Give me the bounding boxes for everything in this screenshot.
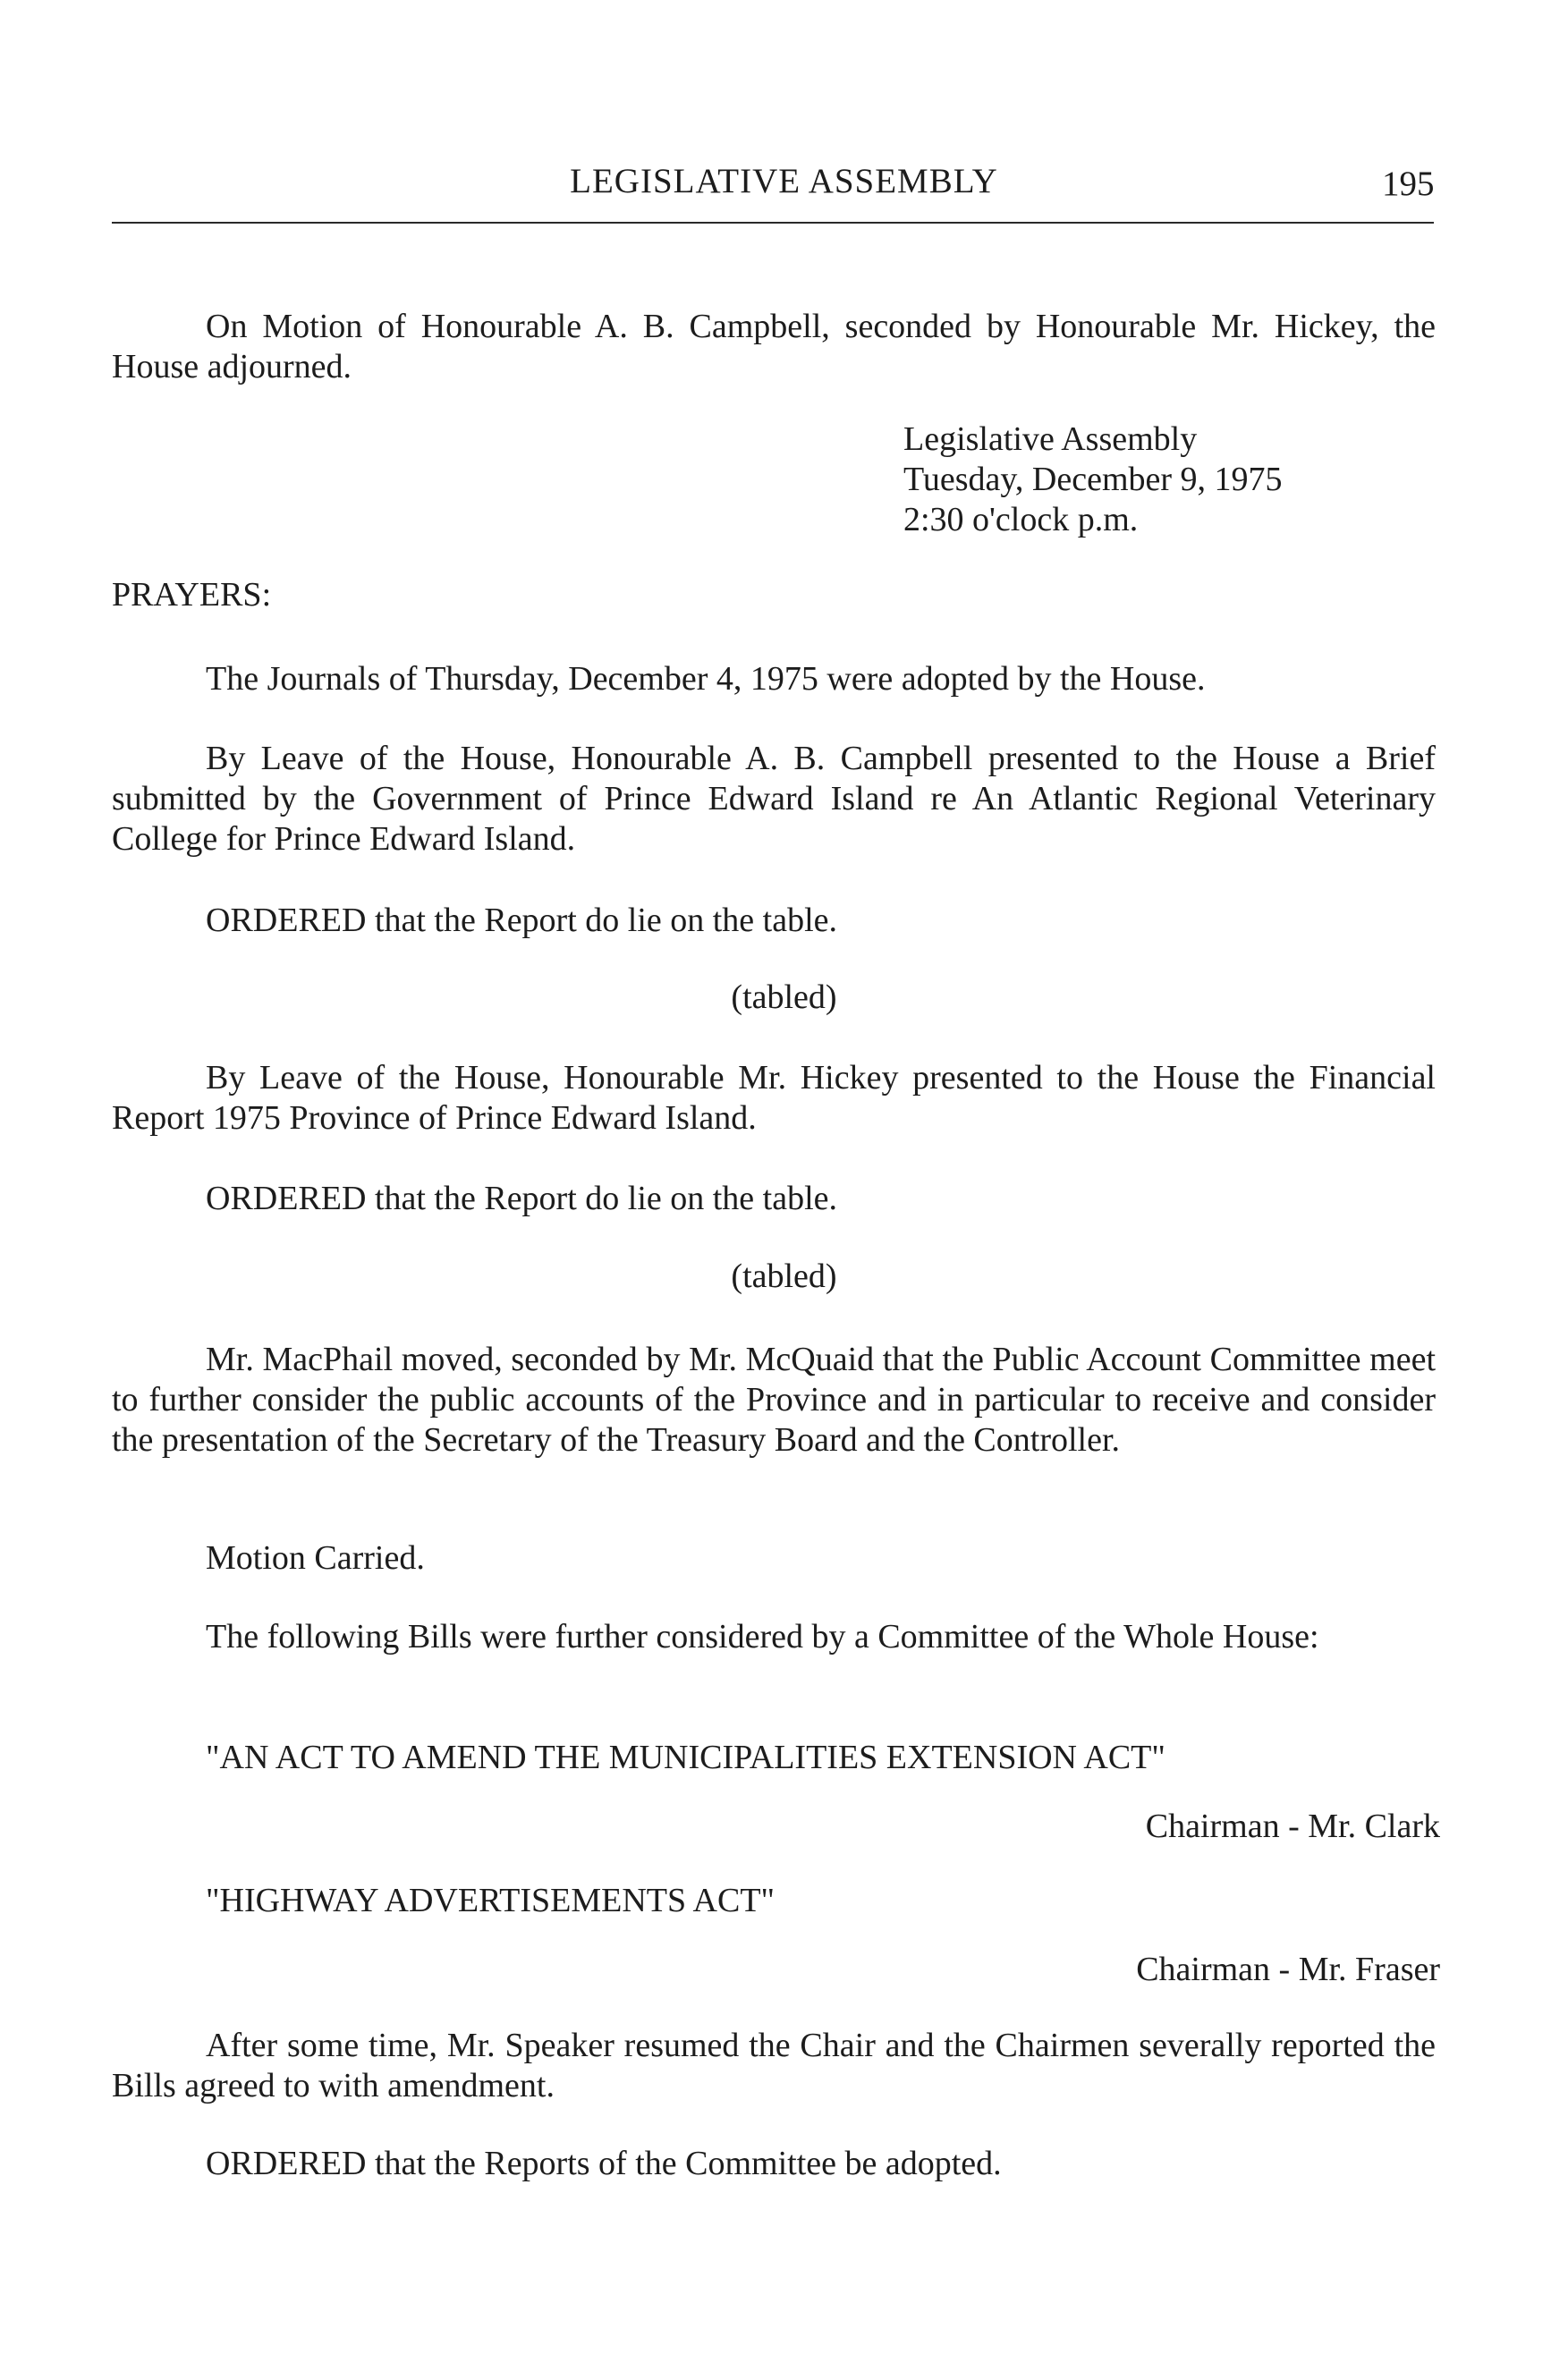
bill-chairman-2: Chairman - Mr. Fraser xyxy=(1136,1951,1440,1988)
adjournment-text: On Motion of Honourable A. B. Campbell, seconded by Honourable Mr. Hickey, the House adjourned. xyxy=(112,308,1436,385)
header-rule xyxy=(112,222,1434,224)
bills-text: The following Bills were further considered by a Committee of the Whole House: xyxy=(206,1618,1319,1655)
brief-text: By Leave of the House, Honourable A. B. Campbell presented to the House a Brief submitted by the Government of Prince Edward Island re An Atlantic Regional Veterinary College for Prince Edward Island. xyxy=(112,740,1436,858)
bill-title-2: "HIGHWAY ADVERTISEMENTS ACT" xyxy=(206,1882,776,1919)
motion-carried-paragraph xyxy=(112,1538,1436,1579)
speaker-resumed-text: After some time, Mr. Speaker resumed the Chair and the Chairmen severally reported the Bills agreed to with amendment. xyxy=(112,2027,1436,2104)
journals-paragraph xyxy=(112,659,1436,699)
motion-paragraph xyxy=(112,1340,1436,1461)
speaker-resumed-paragraph xyxy=(112,2026,1436,2106)
reports-adopted-paragraph xyxy=(112,2144,1436,2184)
dateline-assembly: Legislative Assembly xyxy=(903,420,1198,458)
adjournment-paragraph xyxy=(112,307,1436,387)
bills-paragraph xyxy=(112,1617,1436,1657)
tabled-note-2: (tabled) xyxy=(731,1257,837,1295)
prayers-heading: PRAYERS: xyxy=(112,576,272,614)
ordered-paragraph-2 xyxy=(112,1179,1436,1219)
financial-report-paragraph xyxy=(112,1058,1436,1139)
journals-text: The Journals of Thursday, December 4, 1975 were adopted by the House. xyxy=(206,660,1206,698)
financial-report-text: By Leave of the House, Honourable Mr. Hickey presented to the House the Financial Report 1975 Province of Prince Edward Island. xyxy=(112,1059,1436,1137)
brief-paragraph xyxy=(112,739,1436,859)
motion-carried-text: Motion Carried. xyxy=(206,1539,425,1577)
ordered-text-2: ORDERED that the Report do lie on the table. xyxy=(206,1180,838,1217)
ordered-paragraph-1 xyxy=(112,901,1436,941)
ordered-text-1: ORDERED that the Report do lie on the table. xyxy=(206,902,838,939)
tabled-note-1: (tabled) xyxy=(731,978,837,1016)
running-header-title: LEGISLATIVE ASSEMBLY xyxy=(570,162,998,200)
bill-chairman-1: Chairman - Mr. Clark xyxy=(1145,1808,1440,1845)
reports-adopted-text: ORDERED that the Reports of the Committee be adopted. xyxy=(206,2145,1002,2182)
page-number: 195 xyxy=(1382,165,1435,203)
dateline-date: Tuesday, December 9, 1975 xyxy=(903,461,1283,498)
motion-text: Mr. MacPhail moved, seconded by Mr. McQuaid that the Public Account Committee meet to further consider the public accounts of the Province and in particular to receive and consider the presentation of the Secretary of the Treasury Board and the Controller. xyxy=(112,1341,1436,1459)
dateline-time: 2:30 o'clock p.m. xyxy=(903,501,1139,538)
bill-title-1: "AN ACT TO AMEND THE MUNICIPALITIES EXTENSION ACT" xyxy=(206,1739,1165,1776)
